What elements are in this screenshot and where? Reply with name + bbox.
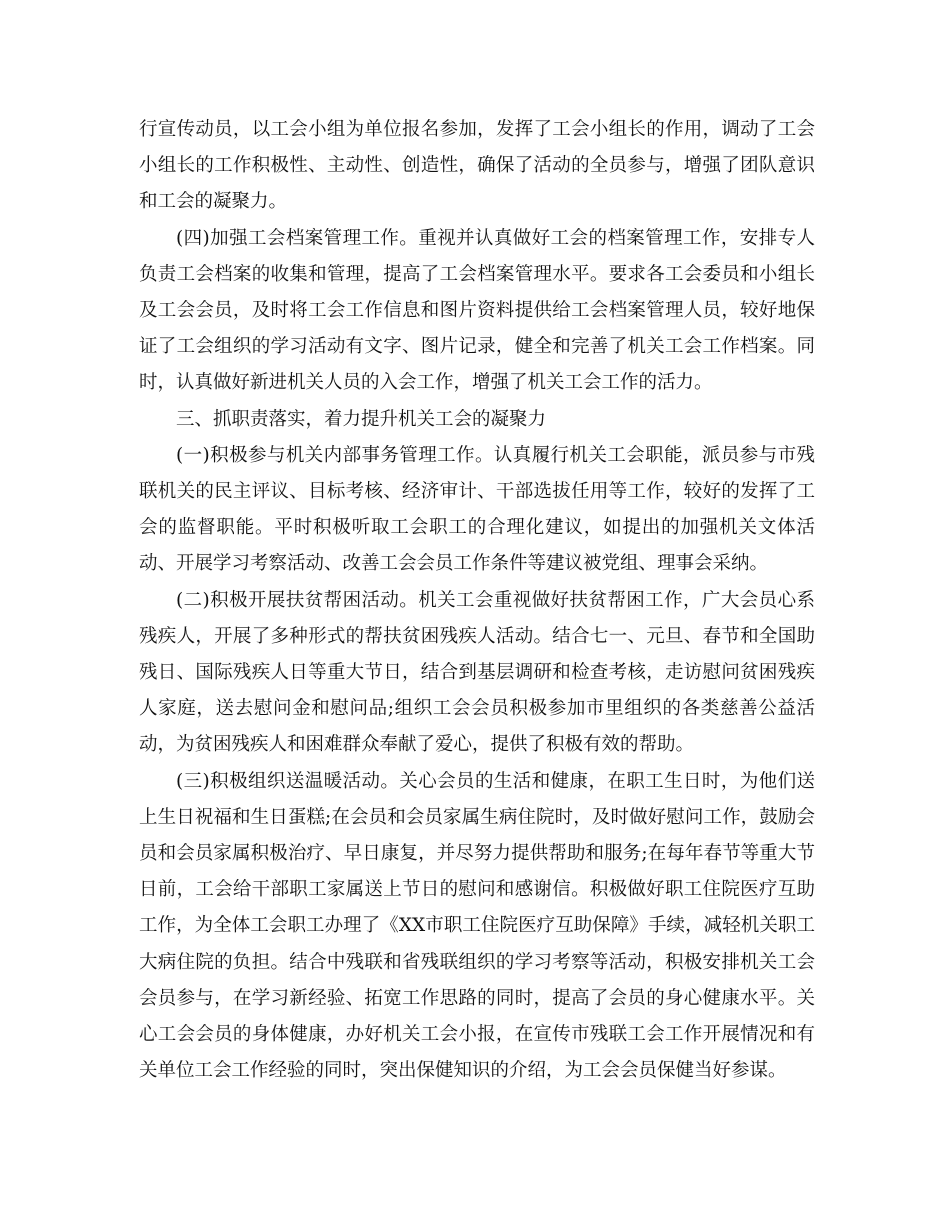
section-heading-three: 三、抓职责落实，着力提升机关工会的凝聚力	[176, 408, 547, 430]
paragraph-internal-affairs: (一)积极参与机关内部事务管理工作。认真履行机关工会职能，派员参与市残联机关的民主评议、目标考核、经济审计、干部选拔任用等工作，较好的发挥了工会的监督职能。平时积极听取工会职工的合理化建议，如提出的加强机关文体活动、开展学习考察活动、改善工会会员工作条件等建议被党组、理事会采纳。	[139, 444, 815, 575]
paragraph-continuation: 行宣传动员，以工会小组为单位报名参加，发挥了工会小组长的作用，调动了工会小组长的工作积极性、主动性、创造性，确保了活动的全员参与，增强了团队意识和工会的凝聚力。	[139, 119, 815, 213]
paragraph-poverty-assistance: (二)积极开展扶贫帮困活动。机关工会重视做好扶贫帮困工作，广大会员心系残疾人，开展了多种形式的帮扶贫困残疾人活动。结合七一、元旦、春节和全国助残日、国际残疾人日等重大节日，结合到基层调研和检查考核，走访慰问贫困残疾人家庭，送去慰问金和慰问品;组织工会会员积极参加市里组织的各类慈善公益活动，为贫困残疾人和困难群众奉献了爱心，提供了积极有效的帮助。	[139, 589, 815, 756]
paragraph-warmth-activities: (三)积极组织送温暖活动。关心会员的生活和健康，在职工生日时，为他们送上生日祝福和生日蛋糕;在会员和会员家属生病住院时，及时做好慰问工作，鼓励会员和会员家属积极治疗、早日康复，并尽努力提供帮助和服务;在每年春节等重大节日前，工会给干部职工家属送上节日的慰问和感谢信。积极做好职工住院医疗互助工作，为全体工会职工办理了《XX市职工住院医疗互助保障》手续，减轻机关职工大病住院的负担。结合中残联和省残联组织的学习考察等活动，积极安排机关工会会员参与，在学习新经验、拓宽工作思路的同时，提高了会员的身心健康水平。关心工会会员的身体健康，办好机关工会小报，在宣传市残联工会工作开展情况和有关单位工会工作经验的同时，突出保健知识的介绍，为工会会员保健当好参谋。	[139, 770, 815, 1082]
paragraph-archive-management: (四)加强工会档案管理工作。重视并认真做好工会的档案管理工作，安排专人负责工会档案的收集和管理，提高了工会档案管理水平。要求各工会委员和小组长及工会会员，及时将工会工作信息和图片资料提供给工会档案管理人员，较好地保证了工会组织的学习活动有文字、图片记录，健全和完善了机关工会工作档案。同时，认真做好新进机关人员的入会工作，增强了机关工会工作的活力。	[139, 227, 815, 394]
document-body	[139, 112, 815, 1089]
